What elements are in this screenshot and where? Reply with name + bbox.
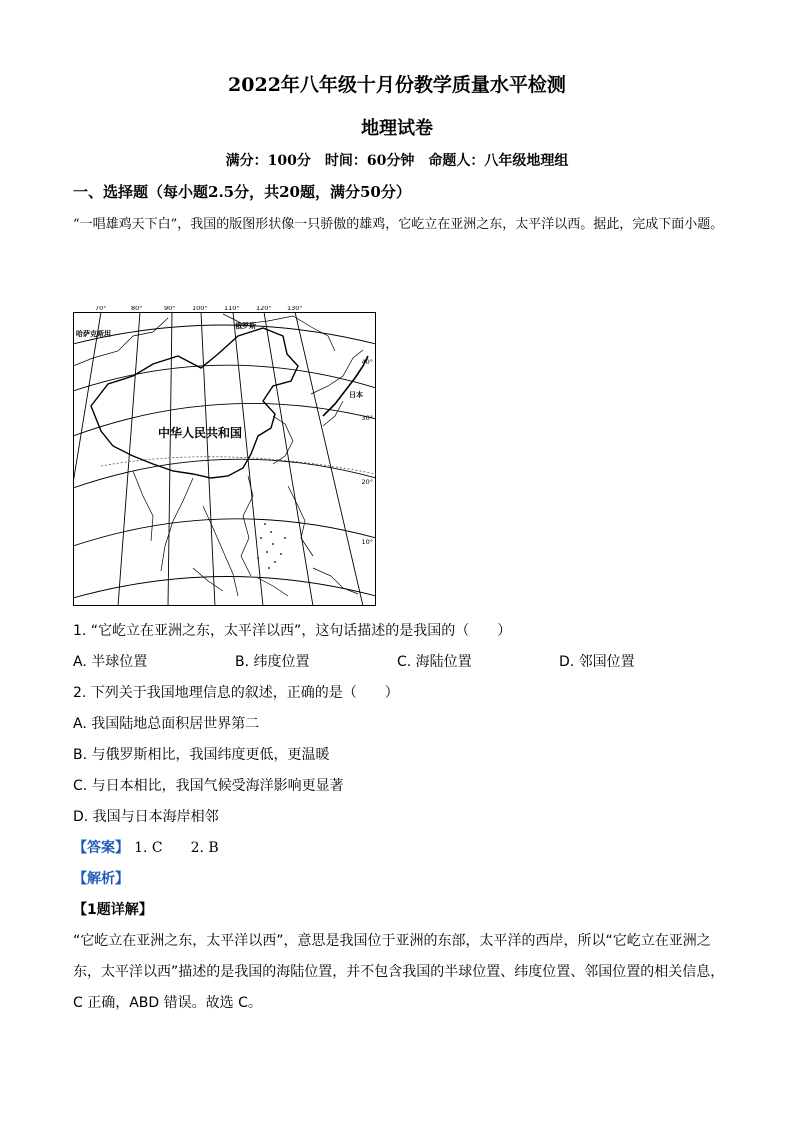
map-label-china: 中华人民共和国 (158, 426, 243, 440)
lat-label: 10° (361, 538, 373, 546)
question-1-stem: 1. “它屹立在亚洲之东，太平洋以西”，这句话描述的是我国的（ ） (73, 623, 512, 639)
question-2-option-c: C. 与日本相比，我国气候受海洋影响更显著 (73, 778, 344, 794)
lat-label: 30° (361, 414, 373, 422)
lon-label: 110° (224, 306, 240, 312)
map-label-japan: 日本 (349, 391, 363, 399)
question-2-option-a: A. 我国陆地总面积居世界第二 (73, 716, 260, 732)
lon-label: 90° (164, 306, 176, 312)
lat-label: 40° (361, 358, 373, 366)
analysis-paragraph: “它屹立在亚洲之东，太平洋以西”，意思是我国位于亚洲的东部，太平洋的西岸，所以“它屹立在亚洲之东，太平洋以西”描述的是我国的海陆位置，并不包含我国的半球位置、纬度位置、邻国位置的相关信息，C 正确，ABD 错误。故选 C。 (73, 933, 725, 1011)
question-1-option-d: D. 邻国位置 (559, 654, 635, 670)
china-location-map (73, 306, 376, 606)
analysis-label: 【解析】 (73, 871, 129, 887)
question-2-option-b: B. 与俄罗斯相比，我国纬度更低，更温暖 (73, 747, 330, 763)
lat-label: 20° (361, 478, 373, 486)
exam-subtitle: 地理试卷 (361, 118, 433, 139)
answer-text: 1. C 2. B (134, 840, 219, 856)
lon-label: 100° (192, 306, 208, 312)
question-1-option-c: C. 海陆位置 (397, 654, 472, 670)
question-2-stem: 2. 下列关于我国地理信息的叙述，正确的是（ ） (73, 685, 399, 701)
lon-label: 130° (287, 306, 303, 312)
question-1-option-b: B. 纬度位置 (235, 654, 310, 670)
section-intro: “一唱雄鸡天下白”，我国的版图形状像一只骄傲的雄鸡，它屹立在亚洲之东，太平洋以西。据此，完成下面小题。 (73, 217, 724, 232)
exam-meta: 满分：100分 时间：60分钟 命题人：八年级地理组 (225, 153, 569, 169)
section-heading: 一、选择题（每小题2.5分，共20题，满分50分） (73, 183, 411, 201)
lon-label: 70° (95, 306, 107, 312)
lon-label: 120° (256, 306, 272, 312)
exam-title: 2022年八年级十月份教学质量水平检测 (228, 74, 566, 96)
question-2-option-d: D. 我国与日本海岸相邻 (73, 809, 219, 825)
map-label-kazakhstan: 哈萨克斯坦 (76, 330, 111, 338)
question-1-option-a: A. 半球位置 (73, 654, 148, 670)
detail-label: 【1题详解】 (73, 902, 153, 918)
answer-line (73, 837, 219, 857)
map-label-russia: 俄罗斯 (235, 322, 256, 330)
lon-label: 80° (131, 306, 143, 312)
answer-label: 【答案】 (73, 840, 129, 856)
